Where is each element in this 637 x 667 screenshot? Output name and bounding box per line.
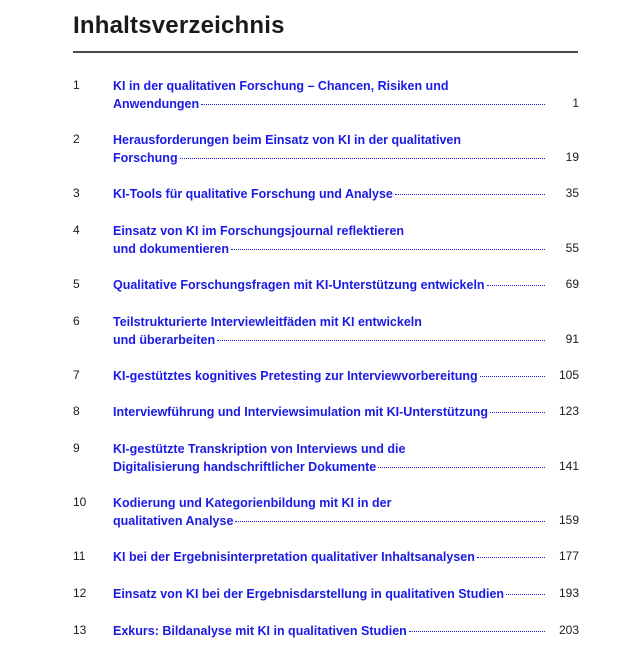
entry-title-line	[113, 494, 545, 512]
entry-title-text: KI-Tools für qualitative Forschung und Analyse	[113, 187, 393, 201]
entry-title-line	[113, 185, 545, 203]
entry-title-link[interactable]	[113, 622, 545, 640]
leader-dots	[409, 631, 545, 632]
entry-page-number: 159	[558, 513, 579, 527]
entry-title-link[interactable]	[113, 276, 545, 294]
entry-title-text: KI in der qualitativen Forschung – Chancen, Risiken und	[113, 79, 449, 93]
entry-number: 9	[73, 441, 80, 455]
entry-title-text: Interviewführung und Interviewsimulation mit KI-Unterstützung	[113, 405, 489, 419]
entry-title-text: KI-gestützte Transkription von Interviews und die	[113, 442, 406, 456]
entry-title-text: Einsatz von KI bei der Ergebnisdarstellung in qualitativen Studien	[113, 587, 505, 601]
entry-page-number: 55	[565, 241, 579, 255]
entry-title-text: qualitativen Analyse	[113, 514, 234, 528]
entry-number: 1	[73, 78, 80, 92]
entry-title-line	[113, 276, 545, 294]
entry-title-link[interactable]	[113, 440, 545, 476]
entry-page-number: 141	[558, 459, 579, 473]
entry-page-number: 91	[565, 332, 579, 346]
entry-number: 13	[73, 623, 87, 637]
entry-title-text: und dokumentieren	[113, 242, 229, 256]
leader-dots	[477, 557, 545, 558]
entry-number: 8	[73, 404, 80, 418]
entry-title-line	[113, 131, 545, 149]
entry-title-text: Einsatz von KI im Forschungsjournal reflektieren	[113, 224, 405, 238]
entry-title-text: Anwendungen	[113, 97, 200, 111]
entry-page-number: 193	[558, 586, 579, 600]
entry-page-number: 35	[565, 186, 579, 200]
leader-dots	[487, 285, 545, 286]
entry-title-text: Digitalisierung handschriftlicher Dokumente	[113, 460, 377, 474]
entry-title-link[interactable]	[113, 222, 545, 258]
entry-number: 2	[73, 132, 80, 146]
entry-title-text: Forschung	[113, 151, 178, 165]
entry-title-line	[113, 585, 545, 603]
leader-dots	[217, 340, 545, 341]
entry-title-text: Exkurs: Bildanalyse mit KI in qualitativen Studien	[113, 624, 407, 638]
entry-number: 7	[73, 368, 80, 382]
entry-title-text: Teilstrukturierte Interviewleitfäden mit KI entwickeln	[113, 315, 422, 329]
entry-title-link[interactable]	[113, 313, 545, 349]
entry-title-link[interactable]	[113, 185, 545, 203]
entry-title-line	[113, 367, 545, 385]
entry-number: 5	[73, 277, 80, 291]
toc-heading: Inhaltsverzeichnis	[73, 12, 285, 39]
entry-number: 10	[73, 495, 87, 509]
entry-title-line	[113, 548, 545, 566]
entry-number: 3	[73, 186, 80, 200]
entry-title-text: und überarbeiten	[113, 333, 216, 347]
entry-title-link[interactable]	[113, 494, 545, 530]
leader-dots	[180, 158, 545, 159]
entry-title-line	[113, 222, 545, 240]
leader-dots	[235, 521, 545, 522]
entry-page-number: 123	[558, 404, 579, 418]
entry-title-text: KI-gestütztes kognitives Pretesting zur Interviewvorbereitung	[113, 369, 478, 383]
entry-title-text: Kodierung und Kategorienbildung mit KI in der	[113, 496, 392, 510]
entry-page-number: 69	[565, 277, 579, 291]
leader-dots	[480, 376, 545, 377]
entry-title-link[interactable]	[113, 77, 545, 113]
entry-title-link[interactable]	[113, 131, 545, 167]
entry-title-link[interactable]	[113, 585, 545, 603]
entry-title-line	[113, 622, 545, 640]
entry-title-link[interactable]	[113, 403, 545, 421]
entry-page-number: 105	[558, 368, 579, 382]
entry-title-line	[113, 512, 545, 530]
entry-title-text: Herausforderungen beim Einsatz von KI in der qualitativen	[113, 133, 461, 147]
leader-dots	[506, 594, 545, 595]
entry-title-link[interactable]	[113, 548, 545, 566]
entry-page-number: 19	[565, 150, 579, 164]
leader-dots	[231, 249, 545, 250]
leader-dots	[490, 412, 545, 413]
entry-page-number: 1	[572, 96, 579, 110]
entry-title-line	[113, 331, 545, 349]
entry-title-line	[113, 95, 545, 113]
entry-page-number: 203	[558, 623, 579, 637]
entry-title-line	[113, 149, 545, 167]
entry-number: 11	[73, 549, 86, 563]
entry-number: 12	[73, 586, 87, 600]
leader-dots	[201, 104, 545, 105]
entry-title-line	[113, 77, 545, 95]
leader-dots	[378, 467, 545, 468]
entry-title-text: Qualitative Forschungsfragen mit KI-Unterstützung entwickeln	[113, 278, 485, 292]
entry-title-line	[113, 440, 545, 458]
leader-dots	[395, 194, 545, 195]
entry-number: 6	[73, 314, 80, 328]
entry-title-text: KI bei der Ergebnisinterpretation qualitativer Inhaltsanalysen	[113, 550, 475, 564]
entry-title-line	[113, 313, 545, 331]
entry-title-line	[113, 240, 545, 258]
entry-title-line	[113, 458, 545, 476]
entry-number: 4	[73, 223, 80, 237]
entry-title-link[interactable]	[113, 367, 545, 385]
entry-page-number: 177	[558, 549, 579, 563]
entry-title-line	[113, 403, 545, 421]
